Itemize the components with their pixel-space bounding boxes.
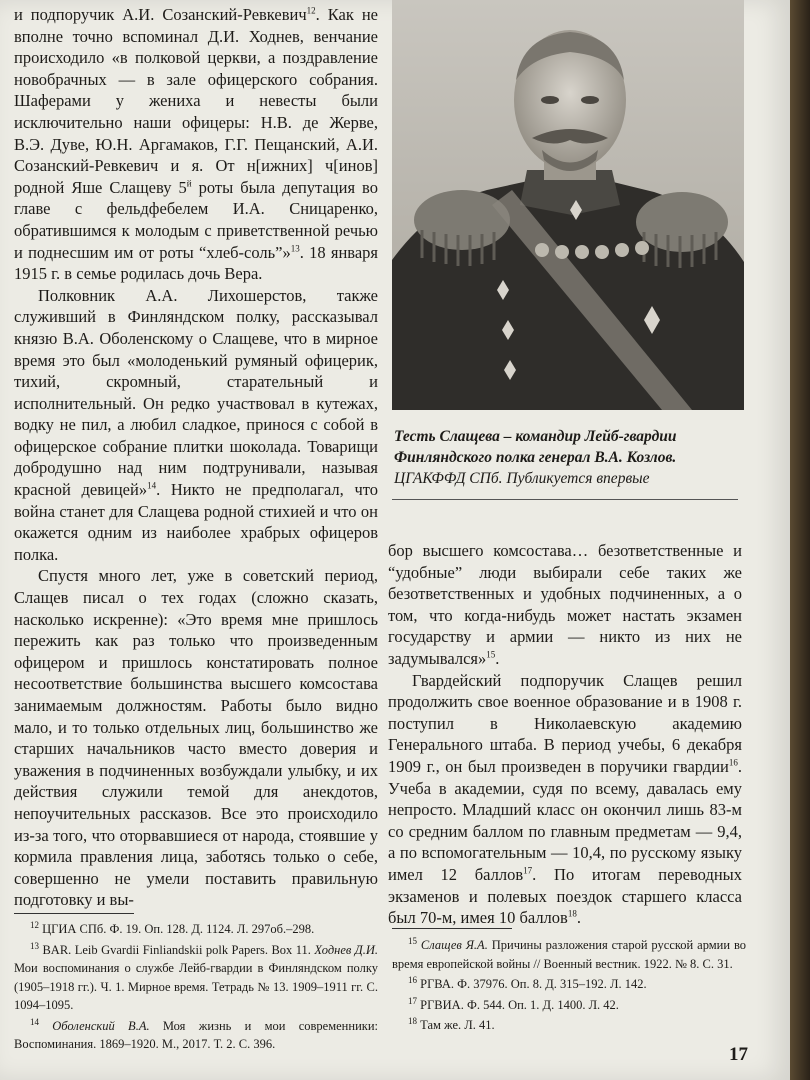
footnote-divider [392,928,512,929]
footnote-divider [14,913,134,914]
footnote-ref: 14 [147,480,157,491]
paragraph: Гвардейский подпоручик Слащев решил продолжить свое военное образование и в 1908 г. поступил в Николаевскую академию Генерального штаба. В период учебы, 6 декабря 1909 г., он был произведен в поручики гвардии$^{16}$. Учеба в академии, судя по всему, давалась ему непросто. Младший класс он окончил лишь 83-м со средним баллом по главным предметам — 9,4, а по вспомогательным — 10,4, по русскому языку имел 12 баллов$^{17}$. По итогам переводных экзаменов и полевых поездок старшего класса был 70-м, имея 10 баллов$^{18}$. [388,670,743,928]
footnotes-left [14,920,378,1056]
footnote: $^{14}$ Оболенский В.А. Моя жизнь и мои современники: Воспоминания. 1869–1920. М., 2017. Т. 2. С. 396. [14,1016,378,1051]
caption-divider [392,499,738,500]
footnote: $^{17}$ РГВИА. Ф. 544. Оп. 1. Д. 1400. Л. 42. [408,995,619,1012]
paragraph: бор высшего комсостава… безответственные и “удобные” люди выбирали себе таких же безответственных и удобных подчиненных, а о том, что когда-нибудь может настать экзамен государству и армии — никто из них не задумывался»$^{15}$. [388,541,742,668]
footnotes-right [392,936,746,1037]
book-binding-edge [790,0,810,1080]
footnote-ref: 13 [290,243,300,254]
portrait-image [392,0,744,410]
portrait-photo [392,0,744,410]
footnote-ref: 18 [567,908,577,919]
footnote-ref: 12 [306,5,316,16]
paragraph: и подпоручик А.И. Созанский-Ревкевич$^{12}$. Как не вполне точно вспоминал Д.И. Ходнев, венчание происходило «в полковой церкви, а поздравление новобрачных — в зале офицерского собрания. Шаферами у жениха и невесты были исключительно наши офицеры: Н.В. де Жерве, В.Э. Дуве, Ю.Н. Аргамаков, Г.Г. Пещанский, А.И. Созанский-Ревкевич и я. От н[ижних] ч[инов] родной Яше Слащеву $5^й$ роты была депутация во главе с фельдфебелем И.А. Сницаренко, обратившимся к молодым с приветственной речью и поднесшим им от роты “хлеб-соль”»$^{13}$. 18 января 1915 г. в семье родилась дочь Вера. [14,5,379,284]
photo-caption [394,426,754,489]
page-number: 17 [729,1044,748,1065]
footnote: $^{12}$ ЦГИА СПб. Ф. 19. Оп. 128. Д. 1124. Л. 297об.–298. [30,919,315,936]
paragraph: Полковник А.А. Лихошерстов, также служивший в Финляндском полку, рассказывал князю В.А. Оболенскому о Слащеве, что в мирное время это был «молоденький румяный офицерик, тихий, скромный, старательный и исполнительный. Он редко участвовал в кутежах, водку не пил, а любил сладкое, принося с собой в офицерское собрание плитки шоколада. Товарищи добродушно над ним подтрунивали, называя красной девицей»$^{14}$. Никто не предполагал, что война станет для Слащева родной стихией и что он окажется одним из наиболее храбрых офицеров полка. [14,285,378,564]
footnote-ref: 16 [728,757,738,768]
caption-source: ЦГАКФФД СПб. Публикуется впервые [394,470,650,487]
caption-title: Тесть Слащева – командир Лейб-гвардии Финляндского полка генерал В.А. Козлов. [394,428,677,466]
paragraph: Спустя много лет, уже в советский период, Слащев писал о тех годах (сложно сказать, насколько искренне): «Это время мне пришлось пережить как раз только что произведенным офицером и пришлось констатировать полное несоответствие большинства высшего комсостава занимаемым должностям. Работы было видно мало, и то только отдельных лиц, большинство же старших начальников часто вместо доверия и уважения в подчиненных возбуждали улыбку, и их действия служили темой для анекдотов, непоучительных рассказов. Все это происходило из-за того, что оторвавшиеся от народа, стоявшие у кормила правления лица, заботясь только о себе, совершенно не умели поставить правильную подготовку и вы- [14,566,378,910]
footnote: $^{18}$ Там же. Л. 41. [408,1015,495,1032]
left-text-column [14,4,378,911]
footnote: $^{15}$ Слащев Я.А. Причины разложения старой русской армии во время европейской войны // Военный вестник. 1922. № 8. С. 31. [392,935,747,971]
footnote-ref: 17 [523,865,533,876]
footnote: $^{13}$ BAR. Leib Gvardii Finliandskii polk Papers. Box 11. Ходнев Д.И. Мои воспоминания о службе Лейб-гвардии в Финляндском полку (1905–1918 гг.). Ч. 1. Мирное время. Тетрадь № 13. 1909–1911 гг. С. 1094–1095. [14,940,379,1012]
footnote: $^{16}$ РГВА. Ф. 37976. Оп. 8. Д. 315–192. Л. 142. [408,974,647,991]
footnote-ref: 15 [486,649,496,660]
right-text-column [388,540,742,929]
